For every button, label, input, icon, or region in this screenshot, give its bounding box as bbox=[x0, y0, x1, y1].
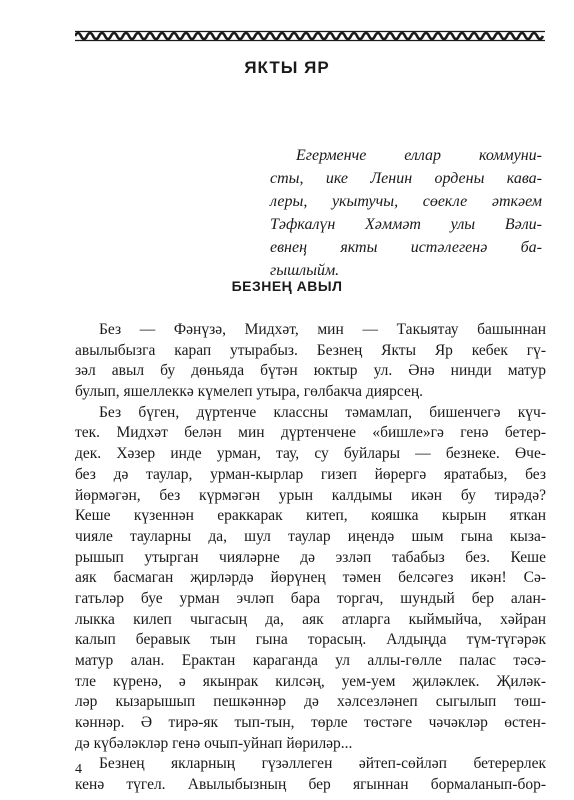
dedication-line: Егерменче еллар коммуни- bbox=[296, 147, 542, 164]
dedication-line: гышлыйм. bbox=[270, 262, 340, 279]
page-number: 4 bbox=[75, 762, 82, 777]
text-line: кенә түгел. Авылыбызның бер ягыннан бормаланып-бор- bbox=[75, 776, 546, 794]
text-line: чияле тауларны да, шул таулар иңендә шым гына кыза- bbox=[75, 527, 546, 545]
text-line: Кеше күзеннән ераккарак китеп, кояшка кырын яткан bbox=[75, 507, 546, 525]
header-ornament bbox=[75, 30, 545, 42]
text-line: авылыбызга карап утырабыз. Безнең Якты Яр кебек гү- bbox=[75, 341, 546, 359]
text-line: кәннәр. Ә тирә-як тып-тын, төрле төстәге чәчәкләр өстен- bbox=[75, 714, 546, 732]
text-line: без дә таулар, урман-кырлар гизеп йөрергә яратабыз, без bbox=[75, 465, 546, 483]
text-line: Без — Фәнүзә, Мидхәт, мин — Такыятау башыннан bbox=[99, 321, 546, 338]
chapter-title: ЯКТЫ ЯР bbox=[244, 58, 330, 77]
text-line: гатьләр буе урман эчләп бара торгач, шундый бер алан- bbox=[75, 589, 546, 607]
text-line: дә күбәләкләр генә очып-уйнап йөриләр... bbox=[75, 734, 353, 752]
text-line: тек. Мидхәт белән мин дүртенчене «бишле»гә генә бетер- bbox=[75, 424, 546, 442]
section-heading: БЕЗНЕҢ АВЫЛ bbox=[231, 278, 343, 294]
text-line: тле күренә, ә якынрак килсәң, уем-уем җиләклек. Җиләк- bbox=[75, 672, 546, 690]
text-line: Безнең якларның гүзәллеген әйтеп-сөйләп бетерерлек bbox=[99, 755, 546, 773]
dedication-line: Тәфкалүн Хәммәт улы Вәли- bbox=[270, 216, 542, 233]
dedication-line: леры, укытучы, сөекле әткәем bbox=[270, 193, 542, 210]
text-line: матур алан. Ерактан караганда ул аллы-гөлле палас тәсә- bbox=[75, 652, 546, 669]
text-line: рышып утырган чияләрне дә эзләп табабыз без. Кеше bbox=[75, 548, 546, 566]
text-line: дек. Хәзер инде урман, тау, су буйлары — безнеке. Өче- bbox=[75, 445, 546, 463]
body-text bbox=[75, 320, 546, 796]
text-line: булып, яшеллеккә күмелеп утыра, гөлбакча диярсең. bbox=[75, 383, 424, 401]
text-line: йөрмәгән, без күрмәгән урын калдымы икән бу тирәдә? bbox=[75, 486, 546, 504]
dedication-line: сты, ике Ленин ордены кава- bbox=[270, 170, 542, 187]
text-line: калып беравык тын гына торасың. Алдыңда түм-түгәрәк bbox=[75, 631, 546, 649]
text-line: зәл авыл бу дөньяда бүтән юктыр ул. Әнә нинди матур bbox=[75, 362, 546, 380]
text-line: Без бүген, дүртенче классны тәмамлап, бишенчегә күч- bbox=[99, 403, 546, 421]
dedication-line: евнең якты истәлегенә ба- bbox=[270, 239, 542, 256]
text-line: лыкка килеп чыгасың да, аяк атларга кыймыйча, хәйран bbox=[75, 610, 546, 628]
text-line: ләр кызарышып пешкәннәр дә хәлсезләнеп сыгылып төш- bbox=[75, 693, 546, 711]
text-line: аяк басмаган җирләрдә йөрүнең тәмен белсәгез икән! Сә- bbox=[75, 569, 546, 587]
dedication bbox=[270, 144, 542, 282]
